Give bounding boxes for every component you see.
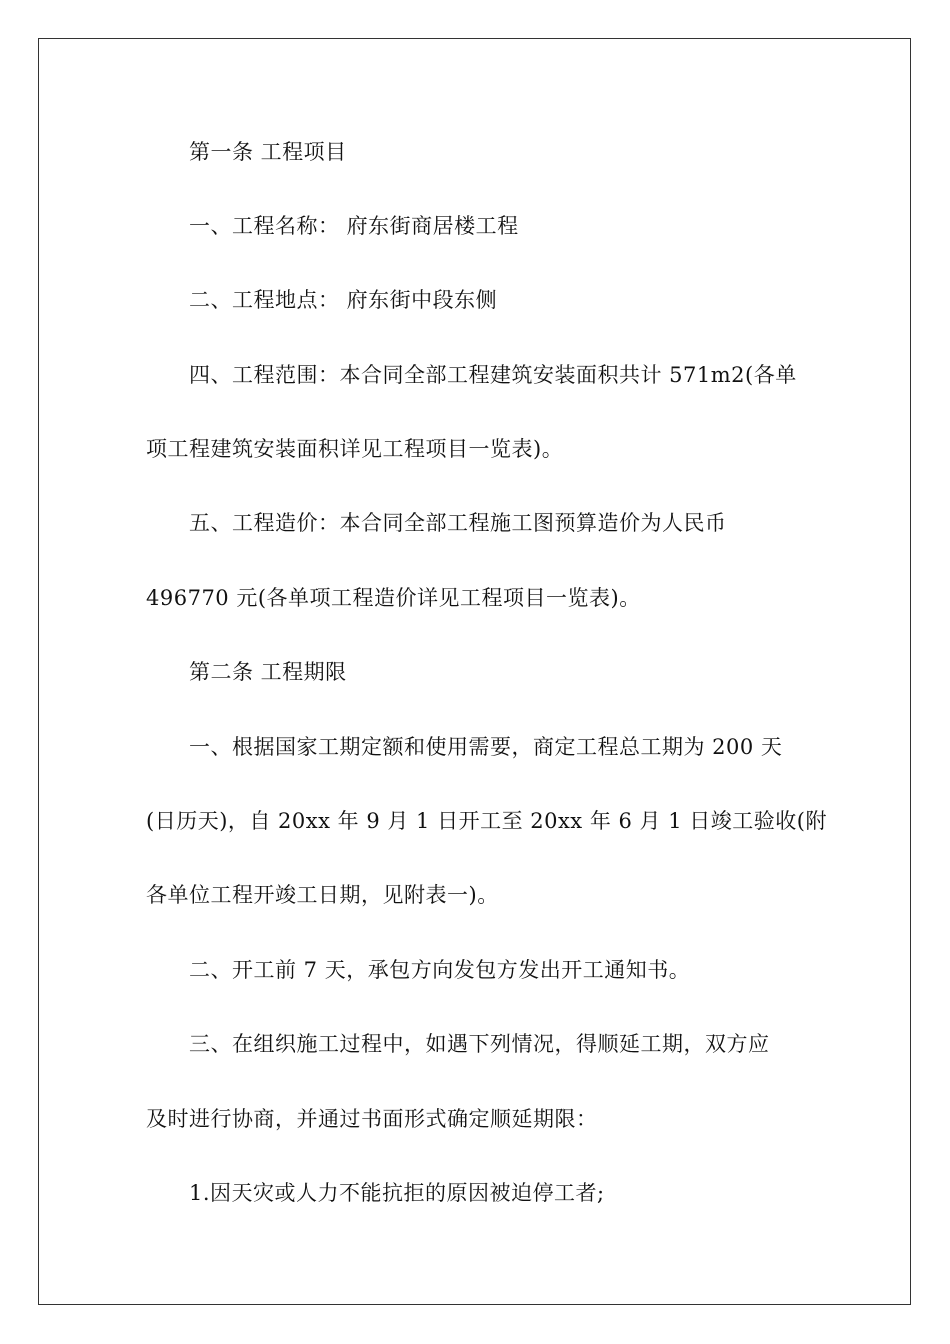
extension-clause-line: 三、在组织施工过程中，如遇下列情况，得顺延工期，双方应 [189,1032,770,1056]
article-1-heading: 第一条 工程项目 [189,140,347,164]
project-location-line: 二、工程地点： 府东街中段东侧 [189,288,498,312]
duration-clause-continued-1: (日历天)，自 20xx 年 9 月 1 日开工至 20xx 年 6 月 1 日竣工验收(附 [146,809,827,833]
extension-item-1: 1.因天灾或人力不能抗拒的原因被迫停工者; [189,1181,605,1205]
project-name-line: 一、工程名称： 府东街商居楼工程 [189,214,519,238]
project-cost-continued: 496770 元(各单项工程造价详见工程项目一览表)。 [146,586,641,610]
extension-clause-continued: 及时进行协商，并通过书面形式确定顺延期限： [146,1107,598,1131]
project-cost-line: 五、工程造价：本合同全部工程施工图预算造价为人民币 [189,511,727,535]
duration-clause-continued-2: 各单位工程开竣工日期，见附表一)。 [146,883,499,907]
article-2-heading: 第二条 工程期限 [189,660,347,684]
project-scope-line: 四、工程范围：本合同全部工程建筑安装面积共计 571m2(各单 [189,363,797,387]
duration-clause-line: 一、根据国家工期定额和使用需要，商定工程总工期为 200 天 [189,735,783,759]
start-notice-clause: 二、开工前 7 天，承包方向发包方发出开工通知书。 [189,958,691,982]
project-scope-continued: 项工程建筑安装面积详见工程项目一览表)。 [146,437,564,461]
